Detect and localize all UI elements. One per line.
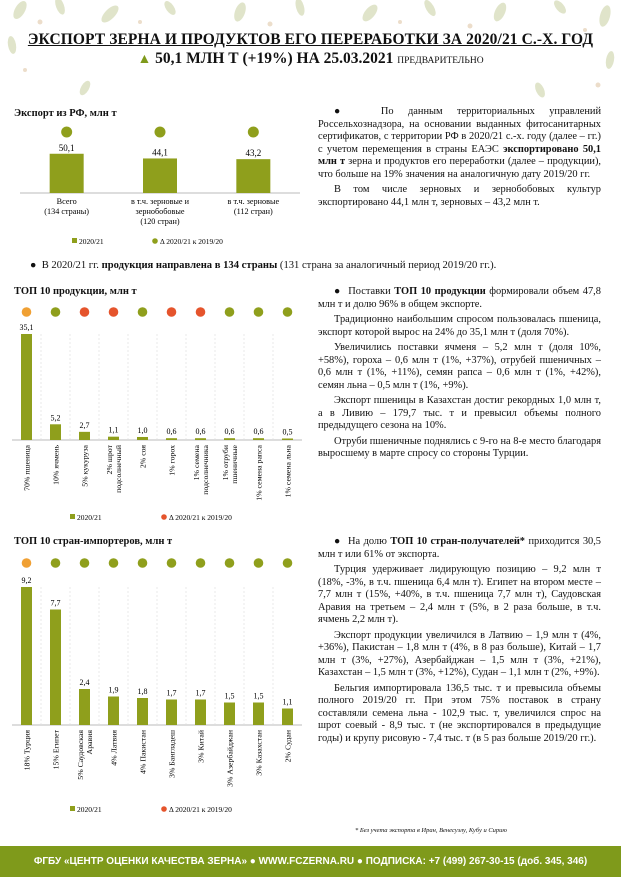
text-block-countries: ● На долю ТОП 10 стран-получателей* приходится 30,5 млн т или 61% от экспорта. Турция удерживает лидирующую позицию – 9,2 млн т (18%, -3%, в т.ч. пшеница 6,4 млн т). Египет на втором месте – 7,7 млн т (15%, +40%, в т.ч. пшеница 7,7 млн т), Саудовская Аравия на третьем – 2,4 млн т (5%, в 2 раза больше, в т.ч. ячмень 2,2 млн т). Экспорт продукции увеличился в Латвию – 1,9 млн т (4%, +36%), Пакистан – 1,8 млн т (4%, в 8 раз больше), Китай – 1,7 млн т (3%, +27%), Азербайджан – 1,5 млн т (3%, +21%), Казахстан – 1,5 млн т (3%, +12%), Судан – 1,1 млн т (2%, +9%). Бельгия импортировала 136,5 тыс. т и превысила объемы полного 2019/20 гг. При этом 75% поставок в страну составляли семена льна - 102,9 тыс. т, увеличился спрос на шрот соевый - 8,9 тыс. т (не экспортировался в предыдущие годы) и крупу рисовую - 7,4 тыс. т (в 5 раз больше 2019/20 гг.). bbox=[318, 536, 601, 744]
bar-4 bbox=[137, 698, 148, 725]
data-label-3: 1,1 bbox=[108, 425, 119, 435]
category-label-6: 1% семена bbox=[192, 445, 201, 481]
data-label-0: 9,2 bbox=[21, 576, 32, 585]
bar-0 bbox=[50, 154, 84, 193]
delta-marker-9 bbox=[283, 307, 293, 317]
data-label-9: 1,1 bbox=[282, 697, 293, 707]
bar-5 bbox=[166, 700, 177, 726]
chart-export-total bbox=[10, 118, 310, 256]
legend-label-1: Δ 2020/21 к 2019/20 bbox=[160, 237, 223, 246]
page-title: ЭКСПОРТ ЗЕРНА И ПРОДУКТОВ ЕГО ПЕРЕРАБОТКИ ЗА 2020/21 С.-Х. ГОД bbox=[27, 31, 594, 48]
category-label-5: 1% горох bbox=[167, 445, 177, 476]
chart-top10-products bbox=[8, 298, 313, 528]
category-label-2: в т.ч. зерновые bbox=[227, 197, 280, 206]
delta-marker-1 bbox=[51, 558, 61, 568]
legend-swatch-1 bbox=[161, 806, 167, 812]
bar-9 bbox=[282, 438, 293, 440]
bar-7 bbox=[224, 703, 235, 726]
bar-0 bbox=[21, 587, 32, 725]
delta-marker-8 bbox=[254, 307, 264, 317]
data-label-4: 1,0 bbox=[137, 425, 148, 435]
data-label-4: 1,8 bbox=[137, 687, 148, 696]
legend-swatch-0 bbox=[72, 238, 77, 243]
legend-swatch-1 bbox=[152, 238, 158, 244]
bar-8 bbox=[253, 438, 264, 440]
category-label-2: Аравия bbox=[85, 730, 94, 755]
chart1-title: Экспорт из РФ, млн т bbox=[14, 108, 117, 119]
delta-marker-7 bbox=[225, 558, 235, 568]
category-label-8: 3% Казахстан bbox=[254, 730, 264, 776]
delta-marker-2 bbox=[80, 558, 90, 568]
category-label-2: 5% Саудовская bbox=[76, 730, 85, 780]
category-label-1: зернобобовые bbox=[135, 207, 185, 216]
category-label-9: 2% Судан bbox=[283, 730, 293, 763]
bullet-icon: ● bbox=[334, 536, 349, 547]
page-subtitle bbox=[0, 50, 621, 68]
category-label-6: 3% Китай bbox=[196, 730, 206, 763]
delta-marker-1 bbox=[51, 307, 61, 317]
data-label-1: 44,1 bbox=[152, 147, 168, 158]
text-block-products: ● Поставки ТОП 10 продукции формировали объем 47,8 млн т и долю 96% в общем экспорте. Традиционно наибольшим спросом пользовалась пшеница, экспорт которой вырос на 24% до 35,1 млн т (доля 70%). Увеличились поставки ячменя – 5,2 млн т (доля 10%, +58%), гороха – 0,6 млн т (1%, +37%), отрубей пшеничных – 0,6 млн т (1%, +11%), семян рапса – 0,6 млн т (1%, +42%), семян льна – 0,5 млн т (1%, +9%). Экспорт пшеницы в Казахстан достиг рекордных 1,0 млн т, а в Ливию – 179,7 тыс. т и превысил объемы полного предыдущего сезона на 10%. Отруби пшеничные поднялись с 9-го на 8-е место благодаря выросшему в марте спросу со стороны Турции. bbox=[318, 286, 601, 459]
chart2-title: ТОП 10 продукции, млн т bbox=[14, 286, 137, 297]
bullet-icon: ● bbox=[334, 106, 381, 117]
bar-2 bbox=[79, 689, 90, 725]
up-triangle-icon: ▲ bbox=[137, 52, 152, 67]
category-label-8: 1% семена рапса bbox=[254, 445, 264, 501]
legend-label-0: 2020/21 bbox=[77, 805, 102, 814]
data-label-6: 0,6 bbox=[195, 427, 206, 437]
bar-6 bbox=[195, 438, 206, 440]
data-label-5: 0,6 bbox=[166, 427, 177, 437]
bar-4 bbox=[137, 437, 148, 440]
bar-1 bbox=[50, 424, 61, 440]
category-label-4: 4% Пакистан bbox=[138, 730, 148, 774]
bar-5 bbox=[166, 438, 177, 440]
bar-7 bbox=[224, 438, 235, 440]
countries-summary: ● В 2020/21 гг. продукция направлена в 134 страны (131 страна за аналогичный период 2019/20 гг.). bbox=[30, 260, 497, 271]
data-label-7: 0,6 bbox=[224, 427, 235, 437]
subtitle-value: 50,1 МЛН Т (+19%) НА 25.03.2021 bbox=[155, 50, 394, 67]
data-label-8: 0,6 bbox=[253, 427, 264, 437]
bar-3 bbox=[108, 437, 119, 440]
delta-marker-0 bbox=[61, 127, 72, 138]
bar-2 bbox=[79, 432, 90, 440]
data-label-5: 1,7 bbox=[166, 688, 177, 698]
category-label-2: 5% кукуруза bbox=[80, 445, 90, 487]
data-label-0: 35,1 bbox=[19, 323, 34, 332]
footnote: * Без учета экспорта в Иран, Венесуэлу, Кубу и Сирию bbox=[355, 827, 508, 834]
data-label-2: 2,7 bbox=[79, 420, 90, 430]
delta-marker-3 bbox=[109, 307, 119, 317]
bar-6 bbox=[195, 700, 206, 726]
delta-marker-2 bbox=[248, 127, 259, 138]
category-label-7: 3% Азербайджан bbox=[225, 730, 235, 787]
footer-bar: ФГБУ «ЦЕНТР ОЦЕНКИ КАЧЕСТВА ЗЕРНА» ● WWW.FCZERNA.RU ● ПОДПИСКА: +7 (499) 267-30-15 (доб. 345, 346) bbox=[0, 846, 621, 877]
delta-marker-5 bbox=[167, 307, 177, 317]
data-label-0: 50,1 bbox=[58, 142, 75, 153]
chart-top10-importers bbox=[8, 550, 313, 818]
delta-marker-9 bbox=[283, 558, 293, 568]
data-label-1: 5,2 bbox=[50, 413, 61, 423]
delta-marker-1 bbox=[155, 127, 166, 138]
legend-label-1: Δ 2020/21 к 2019/20 bbox=[169, 805, 232, 814]
delta-marker-4 bbox=[138, 307, 148, 317]
delta-marker-4 bbox=[138, 558, 148, 568]
legend-label-1: Δ 2020/21 к 2019/20 bbox=[169, 513, 232, 522]
bar-0 bbox=[21, 334, 32, 440]
delta-marker-6 bbox=[196, 307, 206, 317]
category-label-0: (134 страны) bbox=[44, 207, 90, 216]
category-label-4: 2% соя bbox=[138, 445, 148, 469]
legend-swatch-1 bbox=[161, 514, 167, 520]
data-label-9: 0,5 bbox=[282, 427, 293, 437]
bar-1 bbox=[143, 158, 177, 193]
delta-marker-2 bbox=[80, 307, 90, 317]
category-label-3: 2% шрот bbox=[105, 445, 114, 475]
legend-swatch-0 bbox=[70, 514, 75, 519]
legend-swatch-0 bbox=[70, 806, 75, 811]
delta-marker-0 bbox=[22, 558, 32, 568]
delta-marker-0 bbox=[22, 307, 32, 317]
data-label-6: 1,7 bbox=[195, 688, 206, 698]
bar-2 bbox=[236, 159, 270, 193]
category-label-0: 18% Турция bbox=[22, 730, 32, 771]
bar-1 bbox=[50, 610, 61, 726]
category-label-7: 1% отруби bbox=[221, 445, 230, 481]
bar-3 bbox=[108, 697, 119, 726]
bar-9 bbox=[282, 709, 293, 726]
category-label-1: 10% ячмень bbox=[51, 445, 61, 485]
data-label-2: 43,2 bbox=[245, 148, 262, 159]
delta-marker-8 bbox=[254, 558, 264, 568]
legend-label-0: 2020/21 bbox=[77, 513, 102, 522]
category-label-7: пшеничные bbox=[230, 445, 239, 484]
legend-label-0: 2020/21 bbox=[79, 237, 104, 246]
data-label-7: 1,5 bbox=[224, 691, 235, 701]
category-label-2: (112 стран) bbox=[233, 207, 273, 216]
text-block-export: ● По данным территориальных управлений Россельхознадзора, на основании выданных фитосанитарных сертификатов, с территории РФ в 2020/21 с.-х. году (далее – гг.) с учетом перемещения в страны ЕАЭС экспортировано 50,1 млн т зерна и продуктов его переработки (далее – продукции), что больше на 19% значения на аналогичную дату 2019/20 гг. В том числе зерновых и зернобобовых культур экспортировано 44,1 млн т, зерновых – 43,2 млн т. bbox=[318, 106, 601, 208]
category-label-3: 4% Латвия bbox=[109, 730, 119, 766]
bullet-icon: ● bbox=[30, 260, 42, 271]
delta-marker-5 bbox=[167, 558, 177, 568]
category-label-6: подсолнечника bbox=[201, 445, 210, 495]
category-label-1: 15% Египет bbox=[51, 730, 61, 770]
category-label-0: 70% пшеница bbox=[22, 445, 32, 491]
delta-marker-7 bbox=[225, 307, 235, 317]
category-label-1: в т.ч. зерновые и bbox=[131, 197, 189, 206]
data-label-2: 2,4 bbox=[79, 678, 90, 687]
category-label-3: подсолнечный bbox=[114, 445, 123, 493]
category-label-5: 3% Бангладеш bbox=[167, 730, 177, 779]
bullet-icon: ● bbox=[334, 286, 349, 297]
category-label-0: Всего bbox=[56, 197, 77, 206]
category-label-1: (120 стран) bbox=[140, 217, 180, 226]
delta-marker-3 bbox=[109, 558, 119, 568]
subtitle-note: ПРЕДВАРИТЕЛЬНО bbox=[397, 56, 484, 66]
delta-marker-6 bbox=[196, 558, 206, 568]
data-label-8: 1,5 bbox=[253, 691, 264, 701]
data-label-1: 7,7 bbox=[50, 598, 61, 608]
category-label-9: 1% семена льна bbox=[283, 445, 293, 498]
data-label-3: 1,9 bbox=[108, 685, 119, 695]
chart3-title: ТОП 10 стран-импортеров, млн т bbox=[14, 536, 173, 547]
bar-8 bbox=[253, 703, 264, 726]
